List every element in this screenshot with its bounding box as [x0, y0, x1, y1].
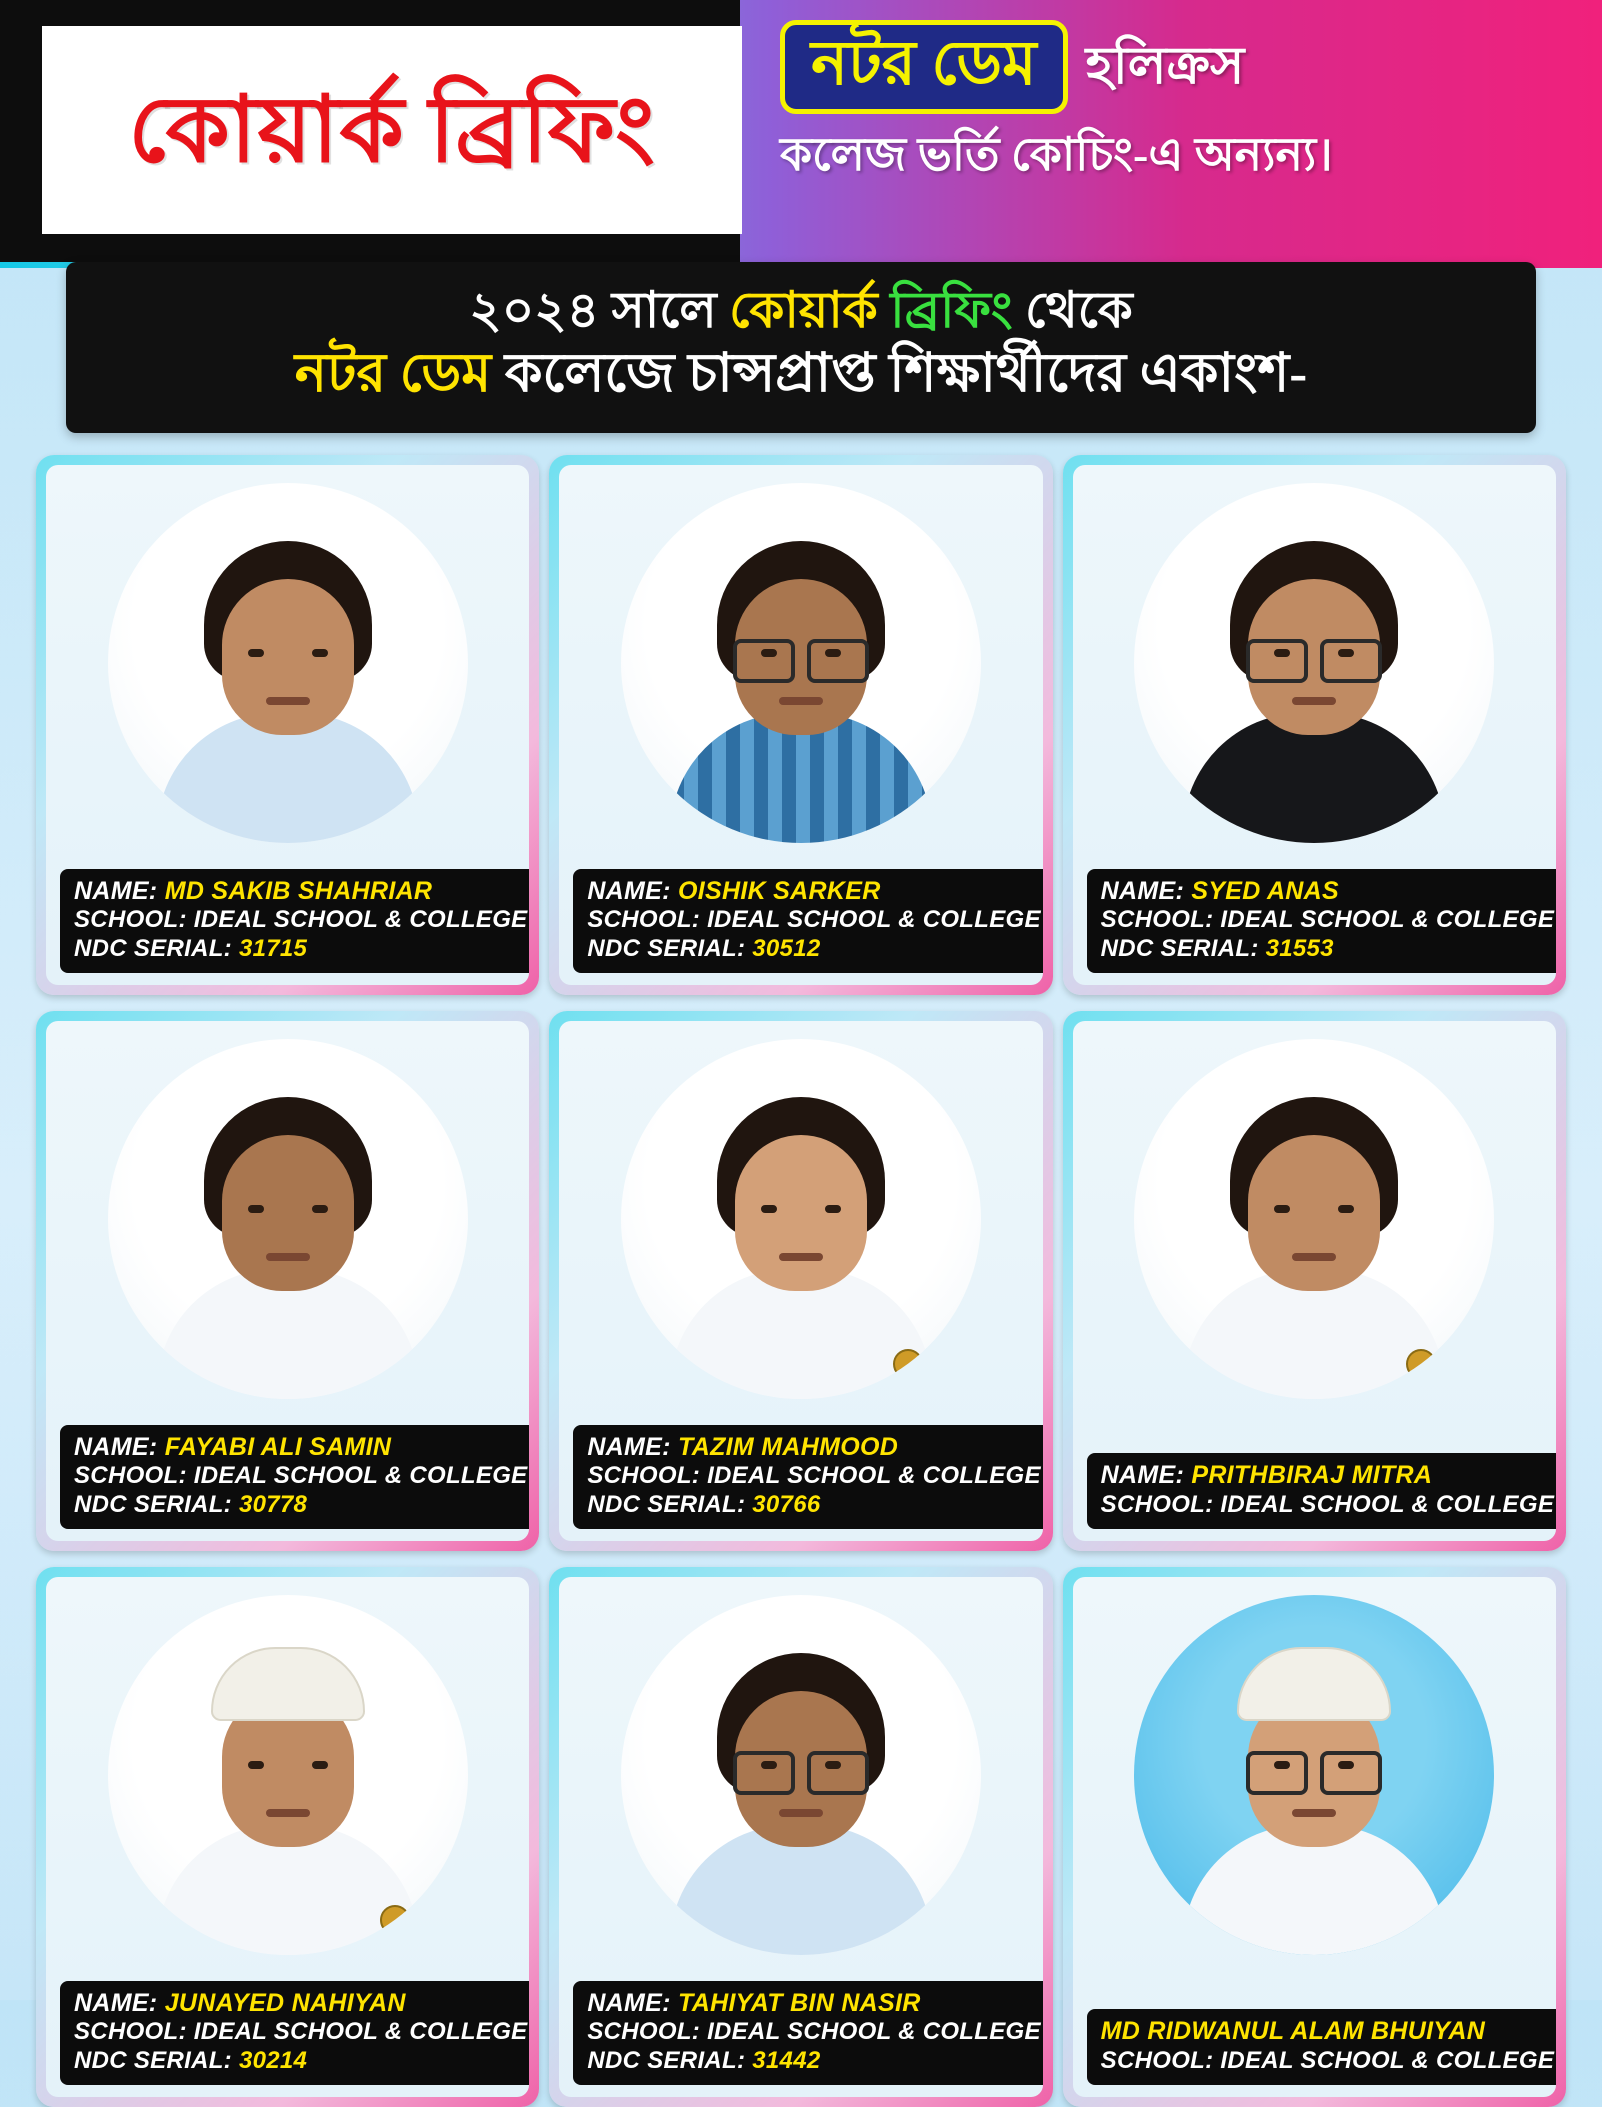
school-label: SCHOOL:: [587, 906, 701, 934]
student-school: IDEAL SCHOOL & COLLEGE: [1220, 2046, 1555, 2074]
student-name: MD RIDWANUL ALAM BHUIYAN: [1100, 2017, 1486, 2046]
title-highlight-quark: কোয়ার্ক: [729, 282, 891, 338]
title-text-1: ২০২৪ সালে: [469, 282, 730, 338]
student-name: SYED ANAS: [1191, 876, 1339, 905]
header-subheading: কলেজ ভর্তি কোচিং-এ অন্যন্য।: [780, 129, 1333, 180]
school-label: SCHOOL:: [587, 1462, 701, 1490]
student-school: IDEAL SCHOOL & COLLEGE: [1220, 906, 1555, 934]
student-name: TAZIM MAHMOOD: [678, 1432, 899, 1461]
student-card[interactable]: [36, 455, 539, 995]
student-card[interactable]: [1063, 455, 1566, 995]
student-info-plate: [1087, 1453, 1556, 1529]
student-name: FAYABI ALI SAMIN: [164, 1432, 392, 1461]
mouth-shape: [1292, 1809, 1336, 1817]
holycross-label: হলিক্রস: [1085, 38, 1245, 95]
notre-dame-badge: [780, 20, 1068, 114]
mouth-shape: [779, 697, 823, 705]
student-serial-line: [74, 2047, 527, 2075]
student-name-line: [1101, 1461, 1554, 1491]
mouth-shape: [779, 1253, 823, 1261]
student-portrait: [108, 483, 468, 843]
student-name-line: [587, 1989, 1040, 2019]
header-right: [780, 20, 1580, 250]
title-highlight-ndc: নটর ডেম: [294, 343, 492, 403]
student-school-line: [587, 2018, 1040, 2046]
name-label: NAME:: [74, 1988, 158, 2017]
student-serial: 31715: [238, 934, 308, 962]
page-header: [0, 0, 1602, 268]
student-school-line: [1101, 1491, 1554, 1519]
student-portrait: [621, 1595, 981, 1955]
college-badge-row: [780, 20, 1580, 114]
student-school-line: [74, 2018, 527, 2046]
student-serial: 30778: [238, 1490, 308, 1518]
student-info-plate: [60, 1981, 529, 2085]
student-school-line: [74, 906, 527, 934]
eye-left: [248, 649, 264, 657]
title-line-2: [106, 341, 1496, 407]
student-info-plate: [573, 1981, 1042, 2085]
student-school: IDEAL SCHOOL & COLLEGE: [193, 1462, 528, 1490]
mouth-shape: [779, 1809, 823, 1817]
student-school-line: [587, 906, 1040, 934]
student-card[interactable]: [549, 1567, 1052, 2107]
student-serial: 31553: [1265, 934, 1334, 962]
serial-label: NDC SERIAL:: [587, 934, 746, 962]
glasses-icon: [727, 1751, 875, 1791]
students-grid: [36, 455, 1566, 2107]
student-name: OISHIK SARKER: [678, 876, 881, 905]
serial-label: NDC SERIAL:: [74, 2046, 232, 2074]
student-portrait: [1134, 483, 1494, 843]
student-portrait: [1134, 1595, 1494, 1955]
brand-logo-box: [42, 26, 742, 234]
student-portrait: [621, 1039, 981, 1399]
serial-label: NDC SERIAL:: [74, 1490, 232, 1518]
mouth-shape: [266, 1253, 310, 1261]
school-label: SCHOOL:: [587, 2018, 701, 2046]
notre-dame-label: নটর ডেম: [811, 30, 1037, 98]
name-label: NAME:: [1100, 876, 1185, 905]
student-name: MD SAKIB SHAHRIAR: [164, 876, 433, 905]
school-label: SCHOOL:: [1100, 2046, 1214, 2074]
student-card[interactable]: [1063, 1567, 1566, 2107]
mouth-shape: [266, 697, 310, 705]
student-card[interactable]: [549, 455, 1052, 995]
student-card[interactable]: [549, 1011, 1052, 1551]
title-wrap: [66, 262, 1536, 433]
title-bar: [66, 262, 1536, 433]
name-label: NAME:: [74, 876, 158, 905]
student-school: IDEAL SCHOOL & COLLEGE: [707, 906, 1041, 934]
face-shape: [735, 1135, 867, 1291]
student-card[interactable]: [36, 1567, 539, 2107]
student-serial-line: [74, 1491, 527, 1519]
brand-title: কোয়ার্ক ব্রিফিং: [128, 79, 656, 181]
student-name: PRITHBIRAJ MITRA: [1191, 1461, 1433, 1490]
student-serial: 30214: [238, 2046, 308, 2074]
title-line-1: [106, 280, 1496, 341]
student-name-line: [587, 877, 1040, 907]
school-label: SCHOOL:: [74, 906, 187, 934]
face-shape: [1248, 1135, 1380, 1291]
photo-area: [559, 1577, 1042, 2097]
student-info-plate: [1087, 869, 1556, 973]
student-info-plate: [60, 1425, 529, 1529]
student-name-line: [74, 1989, 527, 2019]
prayer-cap-icon: [1237, 1647, 1391, 1721]
mouth-shape: [266, 1809, 310, 1817]
student-name-line: [74, 1433, 527, 1463]
student-school-line: [1101, 906, 1554, 934]
name-label: NAME:: [587, 1988, 671, 2017]
student-portrait: [108, 1039, 468, 1399]
school-crest-icon: [380, 1905, 410, 1935]
school-label: SCHOOL:: [74, 2018, 187, 2046]
student-serial-line: [1101, 935, 1554, 963]
eye-left: [248, 1205, 264, 1213]
student-school-line: [587, 1462, 1040, 1490]
face-shape: [222, 1135, 354, 1291]
school-label: SCHOOL:: [74, 1462, 187, 1490]
student-serial-line: [587, 2047, 1040, 2075]
student-school: IDEAL SCHOOL & COLLEGE: [193, 906, 528, 934]
photo-area: [559, 1021, 1042, 1541]
student-serial: 31442: [752, 2046, 821, 2074]
student-name: JUNAYED NAHIYAN: [164, 1988, 406, 2017]
student-school: IDEAL SCHOOL & COLLEGE: [1220, 1490, 1555, 1518]
eye-left: [761, 1205, 777, 1213]
header-inner: [0, 0, 1602, 268]
student-name: TAHIYAT BIN NASIR: [678, 1988, 921, 2017]
eye-right: [312, 649, 328, 657]
glasses-icon: [727, 639, 875, 679]
student-serial-line: [587, 935, 1040, 963]
student-card[interactable]: [1063, 1011, 1566, 1551]
student-portrait: [108, 1595, 468, 1955]
serial-label: NDC SERIAL:: [587, 2046, 746, 2074]
serial-label: NDC SERIAL:: [1100, 934, 1259, 962]
student-serial: 30512: [752, 934, 821, 962]
student-serial-line: [74, 935, 527, 963]
glasses-icon: [1240, 639, 1388, 679]
photo-area: [46, 1577, 529, 2097]
title-text-2: থেকে: [1012, 282, 1133, 338]
eye-right: [825, 1205, 841, 1213]
student-serial: 30766: [752, 1490, 821, 1518]
photo-area: [1073, 1577, 1556, 2097]
student-name-line: [1101, 877, 1554, 907]
student-school: IDEAL SCHOOL & COLLEGE: [193, 2018, 528, 2046]
school-crest-icon: [1406, 1349, 1436, 1379]
student-school-line: [1101, 2047, 1554, 2075]
student-name-line: [1101, 2017, 1554, 2047]
student-name-line: [74, 877, 527, 907]
student-info-plate: [1087, 2009, 1556, 2085]
eye-right: [312, 1761, 328, 1769]
serial-label: NDC SERIAL:: [587, 1490, 746, 1518]
mouth-shape: [1292, 1253, 1336, 1261]
title-text-3: কলেজে চান্সপ্রাপ্ত শিক্ষার্থীদের একাংশ-: [491, 343, 1308, 403]
photo-area: [46, 465, 529, 985]
name-label: NAME:: [587, 1432, 671, 1461]
name-label: NAME:: [1100, 1461, 1185, 1490]
student-info-plate: [573, 1425, 1042, 1529]
student-school: IDEAL SCHOOL & COLLEGE: [707, 1462, 1041, 1490]
school-crest-icon: [893, 1349, 923, 1379]
name-label: NAME:: [74, 1432, 158, 1461]
photo-area: [1073, 465, 1556, 985]
prayer-cap-icon: [211, 1647, 365, 1721]
glasses-icon: [1240, 1751, 1388, 1791]
title-highlight-briefing: ব্রিফিং: [890, 282, 1013, 338]
name-label: NAME:: [587, 876, 671, 905]
photo-area: [46, 1021, 529, 1541]
eye-left: [1274, 1205, 1290, 1213]
student-school: IDEAL SCHOOL & COLLEGE: [707, 2018, 1041, 2046]
student-portrait: [1134, 1039, 1494, 1399]
student-info-plate: [60, 869, 529, 973]
photo-area: [1073, 1021, 1556, 1541]
student-card[interactable]: [36, 1011, 539, 1551]
serial-label: NDC SERIAL:: [74, 934, 232, 962]
mouth-shape: [1292, 697, 1336, 705]
student-info-plate: [573, 869, 1042, 973]
student-school-line: [74, 1462, 527, 1490]
eye-left: [248, 1761, 264, 1769]
student-portrait: [621, 483, 981, 843]
photo-area: [559, 465, 1042, 985]
school-label: SCHOOL:: [1100, 906, 1214, 934]
eye-right: [312, 1205, 328, 1213]
face-shape: [222, 579, 354, 735]
student-serial-line: [587, 1491, 1040, 1519]
eye-right: [1338, 1205, 1354, 1213]
school-label: SCHOOL:: [1100, 1490, 1214, 1518]
student-name-line: [587, 1433, 1040, 1463]
